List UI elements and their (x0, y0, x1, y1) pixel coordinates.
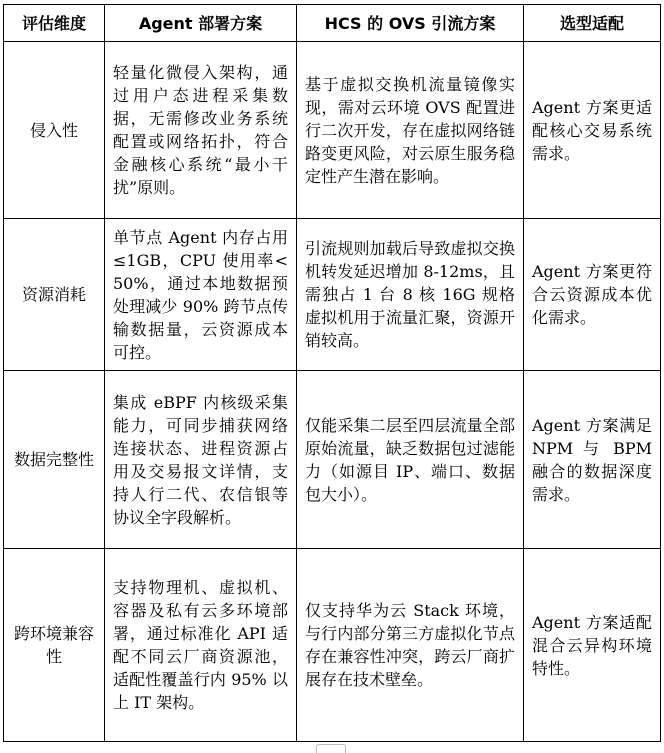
cell-dimension: 侵入性 (4, 42, 105, 219)
table-row (4, 42, 661, 219)
cell-fit: Agent 方案更符合云资源成本优化需求。 (524, 219, 661, 371)
cell-agent: 轻量化微侵入架构，通过用户态进程采集数据，无需修改业务系统配置或网络拓扑，符合金融核心系统“最小干扰”原则。 (105, 42, 297, 219)
table-row (4, 219, 661, 371)
cell-ovs: 仅支持华为云 Stack 环境，与行内部分第三方虚拟化节点存在兼容性冲突，跨云厂商扩展存在技术壁垒。 (297, 549, 524, 742)
table-row (4, 549, 661, 742)
cell-ovs: 仅能采集二层至四层流量全部原始流量，缺乏数据包过滤能力（如源目 IP、端口、数据包大小）。 (297, 371, 524, 549)
table-row (4, 371, 661, 549)
header-row (4, 5, 661, 42)
cell-dimension: 数据完整性 (4, 371, 105, 549)
cell-fit: Agent 方案适配混合云异构环境特性。 (524, 549, 661, 742)
cell-ovs: 基于虚拟交换机流量镜像实现，需对云环境 OVS 配置进行二次开发，存在虚拟网络链路变更风险，对云原生服务稳定性产生潜在影响。 (297, 42, 524, 219)
header-ovs: HCS 的 OVS 引流方案 (297, 5, 524, 42)
cell-dimension: 资源消耗 (4, 219, 105, 371)
cell-agent: 集成 eBPF 内核级采集能力，可同步捕获网络连接状态、进程资源占用及交易报文详情，支持人行二代、农信银等协议全字段解析。 (105, 371, 297, 549)
cell-ovs: 引流规则加载后导致虚拟交换机转发延迟增加 8-12ms，且需独占 1 台 8 核 16G 规格虚拟机用于流量汇聚，资源开销较高。 (297, 219, 524, 371)
header-dimension: 评估维度 (4, 5, 105, 42)
cell-fit: Agent 方案满足 NPM 与 BPM 融合的数据深度需求。 (524, 371, 661, 549)
header-fit: 选型适配 (524, 5, 661, 42)
cell-agent: 单节点 Agent 内存占用≤1GB，CPU 使用率<50%，通过本地数据预处理减少 90% 跨节点传输数据量，云资源成本可控。 (105, 219, 297, 371)
cell-dimension: 跨环境兼容性 (4, 549, 105, 742)
comparison-table (3, 4, 661, 742)
header-agent: Agent 部署方案 (105, 5, 297, 42)
cell-fit: Agent 方案更适配核心交易系统需求。 (524, 42, 661, 219)
cell-agent: 支持物理机、虚拟机、容器及私有云多环境部署，通过标准化 API 适配不同云厂商资源池，适配性覆盖行内 95% 以上 IT 架构。 (105, 549, 297, 742)
